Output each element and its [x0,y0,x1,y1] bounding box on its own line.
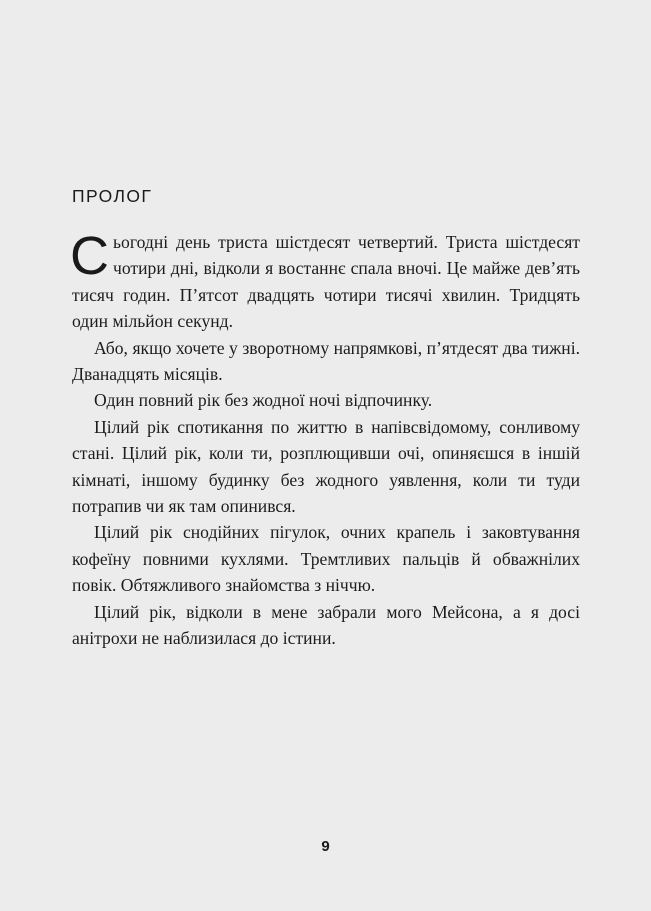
page-number: 9 [321,838,330,855]
paragraph-6: Цілий рік, відколи в мене забрали мого Мейсона, а я досі анітрохи не наблизилася до істини. [72,601,580,649]
paragraph-1 [70,226,580,335]
drop-cap: С [70,226,109,286]
body-text [70,226,580,652]
paragraph-5: Цілий рік снодійних пігулок, очних крапель і заковтування кофеїну повними кухлями. Тремтливих пальців й обважнілих повік. Обтяжливого знайомства з ніччю. [72,522,580,596]
paragraph-2: Або, якщо хочете у зворотному напрямкові, п’ятдесят два тижні. Дванадцять місяців. [72,337,580,385]
paragraph-4: Цілий рік спотикання по життю в напівсвідомому, сонливому стані. Цілий рік, коли ти, розплющивши очі, опиняєшся в іншій кімнаті, іншому будинку без жодного уявлення, коли ти туди потрапив чи як там опинився. [72,416,580,517]
paragraph-3: Один повний рік без жодної ночі відпочинку. [94,390,433,411]
chapter-title: ПРОЛОГ [72,186,153,206]
paragraph-1-text: ьогодні день триста шістдесят четвертий. Триста шістдесят чотири дні, відколи я востаннє спала вночі. Це майже дев’ять тисяч годин. П’ятсот двадцять чотири тисячі хвилин. Тридцять один мільйон секунд. [72,232,580,332]
